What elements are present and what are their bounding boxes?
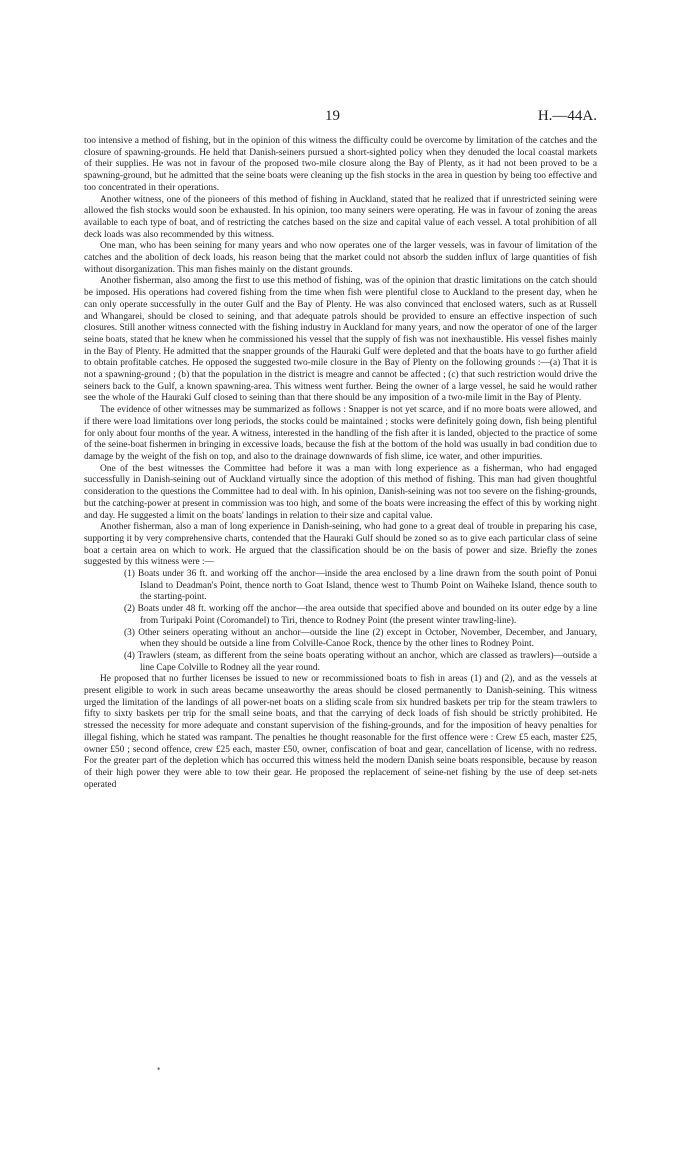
document-reference: H.—44A. xyxy=(537,108,597,124)
paragraph: Another witness, one of the pioneers of this method of fishing in Auckland, stated that he realized that if unrestricted seining were allowed the fish stocks would soon be exhausted. In his opinion, too many seiners were operating. He was in favour of zoning the areas available to each type of boat, and of restricting the catches based on the size and capital value of each vessel. A total prohibition of all deck loads was also recommended by this witness. xyxy=(84,194,597,240)
paragraph: Another fisherman, also among the first to use this method of fishing, was of the opinion that drastic limitations on the catch should be imposed. His operations had covered fishing from the time when fish were plentiful close to Auckland to the present day, when he can only operate successfully in the outer Gulf and the Bay of Plenty. He was also convinced that enclosed waters, such as at Russell and Whangarei, should be closed to seining, and that adequate patrols should be provided to ensure an effective inspection of such closures. Still another witness connected with the fishing industry in Auckland for many years, and now the operator of one of the larger seine boats, stated that he knew when he commissioned his vessel that the supply of fish was not inexhaustible. His vessel fishes mainly in the Bay of Plenty. He admitted that the snapper grounds of the Hauraki Gulf were depleted and that the boats have to go further afield to obtain profitable catches. He opposed the suggested two-mile closure in the Bay of Plenty on the following grounds :—(a) That it is not a spawning-ground ; (b) that the population in the district is meagre and cannot be affected ; (c) that such restriction would drive the seiners back to the Gulf, a known spawning-area. This witness went further. Being the owner of a large vessel, he said he would rather see the whole of the Hauraki Gulf closed to seining than that there should be any imposition of a two-mile limit in the Bay of Plenty. xyxy=(84,276,597,404)
zone-item: (4) Trawlers (steam, as different from the seine boats operating without an anchor, which are classed as trawlers)—outside a line Cape Colville to Rodney all the year round. xyxy=(124,650,597,673)
paragraph: One man, who has been seining for many years and who now operates one of the larger vessels, was in favour of limitation of the catches and the abolition of deck loads, his reason being that the market could not absorb the sudden influx of large quantities of fish without disorganization. This man fishes mainly on the distant grounds. xyxy=(84,241,597,275)
paragraph: too intensive a method of fishing, but in the opinion of this witness the difficulty could be overcome by limitation of the catches and the closure of spawning-grounds. He held that Danish-seiners pursued a short-sighted policy when they denuded the local coastal markets of their supplies. He was not in favour of the proposed two-mile closure along the Bay of Plenty, as it had not been proved to be a spawning-ground, but he admitted that the seine boats were cleaning up the fish stocks in the area in question by being too effective and too concentrated in their operations. xyxy=(84,136,597,193)
zone-list xyxy=(84,569,597,674)
zone-item: (1) Boats under 36 ft. and working off the anchor—inside the area enclosed by a line drawn from the south point of Ponui Island to Deadman's Point, thence north to Goat Island, thence west to Thumb Point on Waiheke Island, thence south to the starting-point. xyxy=(124,569,597,603)
paragraph: He proposed that no further licenses be issued to new or recommissioned boats to fish in areas (1) and (2), and as the vessels at present eligible to work in such areas became unseaworthy the areas should be closed permanently to Danish-seining. This witness urged the limitation of the landings of all power-net boats on a sliding scale from six hundred baskets per trip for the steam trawlers to fifty to sixty baskets per trip for the small seine boats, and that the carrying of deck loads of fish should be strictly prohibited. He stressed the necessity for more adequate and constant supervision of the fishing-grounds, and for the imposition of heavy penalties for illegal fishing, which he stated was rampant. The penalties he thought reasonable for the first offence were : Crew £5 each, master £25, owner £50 ; second offence, crew £25 each, master £50, owner, confiscation of boat and gear, cancellation of license, with no redress. For the greater part of the depletion which has occurred this witness held the modern Danish seine boats responsible, because by reason of their high power they were able to tow their gear. He proposed the replacement of seine-net fishing by the use of deep set-nets operated xyxy=(84,674,597,790)
stray-mark: • xyxy=(157,1064,161,1074)
paragraph: One of the best witnesses the Committee had before it was a man with long experience as a fisherman, who had engaged successfully in Danish-seining out of Auckland virtually since the adoption of this method of fishing. This man had given thoughtful consideration to the questions the Committee had to deal with. In his opinion, Danish-seining was not too severe on the fishing-grounds, but the catching-power at present in commission was too high, and some of the boats were increasing the effect of this by working night and day. He suggested a limit on the boats' landings in relation to their size and capital value. xyxy=(84,463,597,521)
zone-item: (3) Other seiners operating without an anchor—outside the line (2) except in October, November, December, and January, when they should be outside a line from Colville-Canoe Rock, thence by the other lines to Rodney Point. xyxy=(124,627,597,650)
paragraph: Another fisherman, also a man of long experience in Danish-seining, who had gone to a great deal of trouble in preparing his case, supporting it by very comprehensive charts, contended that the Hauraki Gulf should be zoned so as to give each particular class of seine boat a certain area on which to work. He argued that the classification should be on the basis of power and size. Briefly the zones suggested by this witness were :— xyxy=(84,522,597,568)
page-number: 19 xyxy=(325,108,340,124)
body-text xyxy=(84,136,597,791)
zone-item: (2) Boats under 48 ft. working off the anchor—the area outside that specified above and bounded on its outer edge by a line from Turipaki Point (Coromandel) to Tiri, thence to Rodney Point (the present winter trawling-line). xyxy=(124,604,597,626)
paragraph: The evidence of other witnesses may be summarized as follows : Snapper is not yet scarce, and if no more boats were allowed, and if there were load limitations over long periods, the stocks could be maintained ; stocks were definitely going down, fish being plentiful for only about four months of the year. A witness, interested in the handling of the fish after it is landed, objected to the practice of some of the seine-boat fishermen in bringing in excessive loads, because the fish at the bottom of the hold was usually in bad condition due to damage by the weight of the fish on top, and also to the drainage downwards of fish slime, ice water, and other impurities. xyxy=(84,405,597,462)
page-header xyxy=(0,108,700,128)
